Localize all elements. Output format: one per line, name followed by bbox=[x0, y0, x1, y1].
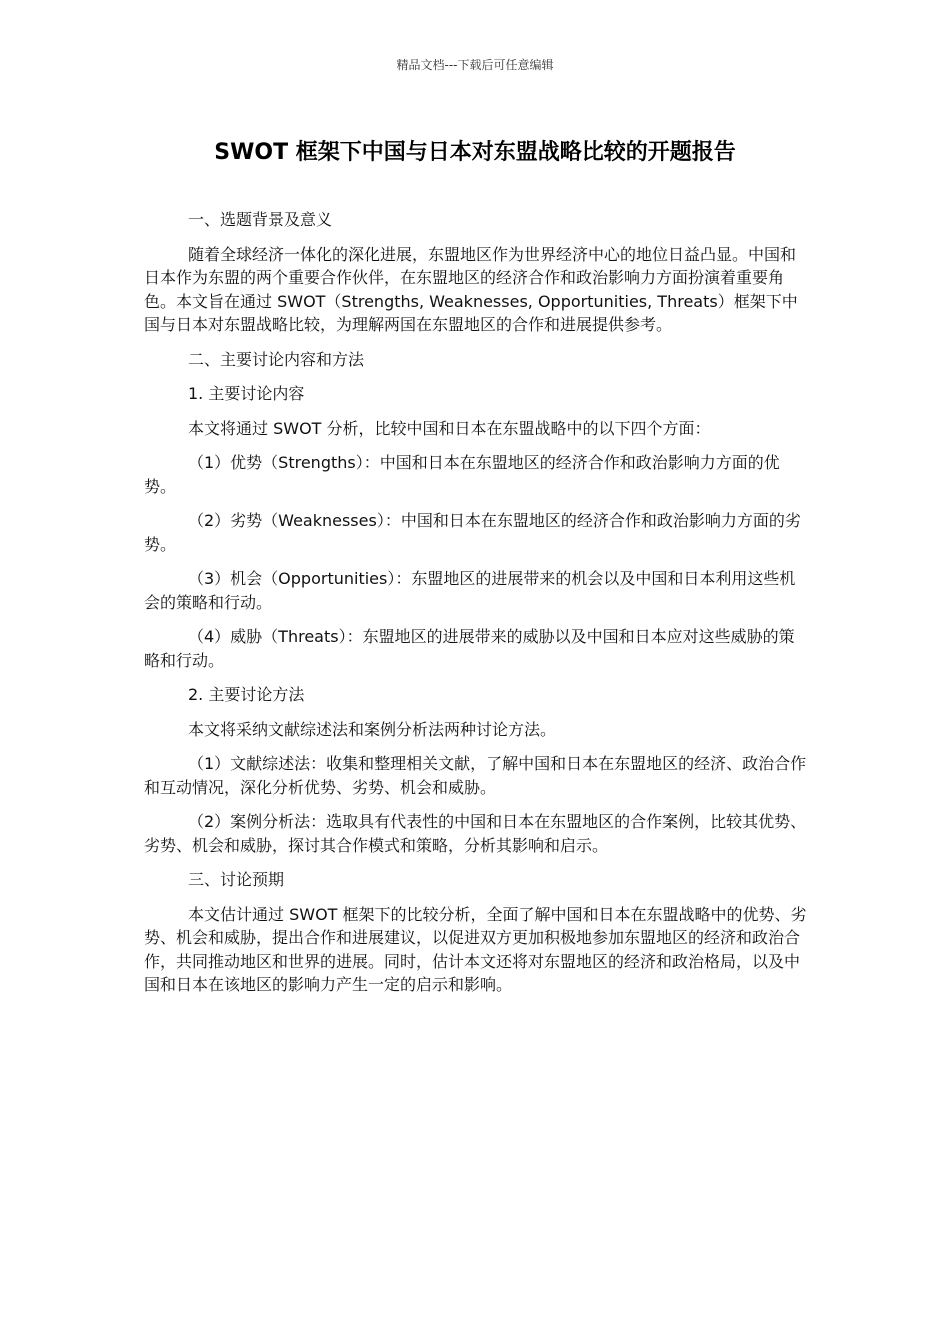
list-item-weaknesses: （2）劣势（Weaknesses）：中国和日本在东盟地区的经济合作和政治影响力方面的劣势。 bbox=[144, 511, 801, 554]
paragraph-method-intro: 本文将采纳文献综述法和案例分析法两种讨论方法。 bbox=[188, 719, 557, 739]
list-item-strengths: （1）优势（Strengths）：中国和日本在东盟地区的经济合作和政治影响力方面的优势。 bbox=[144, 453, 780, 496]
list-item-threats: （4）威胁（Threats）：东盟地区的进展带来的威胁以及中国和日本应对这些威胁的策略和行动。 bbox=[144, 627, 795, 670]
paragraph-content-intro: 本文将通过 SWOT 分析，比较中国和日本在东盟战略中的以下四个方面： bbox=[188, 418, 711, 438]
document-body bbox=[144, 208, 808, 1008]
subsection-heading-content: 1. 主要讨论内容 bbox=[188, 384, 305, 403]
section-heading-content-method: 二、主要讨论内容和方法 bbox=[188, 349, 365, 369]
subsection-heading-method: 2. 主要讨论方法 bbox=[188, 685, 305, 704]
section-heading-background: 一、选题背景及意义 bbox=[188, 210, 333, 229]
paragraph-background: 随着全球经济一体化的深化进展，东盟地区作为世界经济中心的地位日益凸显。中国和日本作为东盟的两个重要合作伙伴，在东盟地区的经济合作和政治影响力方面扮演着重要角色。本文旨在通过 SWOT（Strengths, Weaknesses, Opportunities, Threats）框架下中国与日本对东盟战略比较，为理解两国在东盟地区的合作和进展提供参考。 bbox=[144, 244, 798, 334]
page-header: 精品文档---下载后可任意编辑 bbox=[396, 58, 554, 72]
document-title: SWOT 框架下中国与日本对东盟战略比较的开题报告 bbox=[214, 140, 736, 165]
section-heading-expectation: 三、讨论预期 bbox=[188, 870, 285, 889]
list-item-opportunities: （3）机会（Opportunities）：东盟地区的进展带来的机会以及中国和日本利用这些机会的策略和行动。 bbox=[144, 569, 796, 612]
paragraph-expectation: 本文估计通过 SWOT 框架下的比较分析，全面了解中国和日本在东盟战略中的优势、劣势、机会和威胁，提出合作和进展建议，以促进双方更加积极地参加东盟地区的经济和政治合作，共同推动地区和世界的进展。同时，估计本文还将对东盟地区的经济和政治格局，以及中国和日本在该地区的影响力产生一定的启示和影响。 bbox=[144, 904, 807, 994]
list-item-literature-review: （1）文献综述法：收集和整理相关文献，了解中国和日本在东盟地区的经济、政治合作和互动情况，深化分析优势、劣势、机会和威胁。 bbox=[144, 754, 807, 797]
list-item-case-analysis: （2）案例分析法：选取具有代表性的中国和日本在东盟地区的合作案例，比较其优势、劣势、机会和威胁，探讨其合作模式和策略，分析其影响和启示。 bbox=[144, 812, 807, 855]
